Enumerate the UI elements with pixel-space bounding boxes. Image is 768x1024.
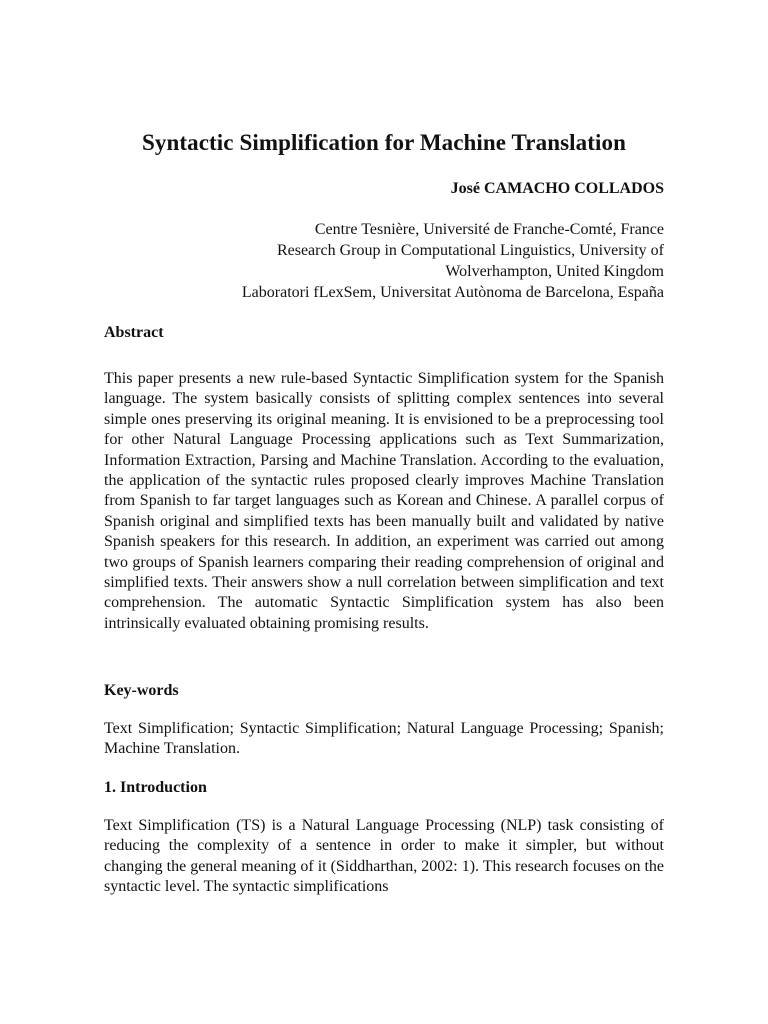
introduction-heading: 1. Introduction	[104, 779, 207, 796]
affiliation-line-3: Wolverhampton, United Kingdom	[445, 263, 664, 280]
keywords-heading: Key-words	[104, 682, 179, 699]
author-affiliations	[144, 219, 664, 303]
paper-author: José CAMACHO COLLADOS	[450, 180, 664, 197]
abstract-body: This paper presents a new rule-based Syntactic Simplification system for the Spanish language. The system basically consists of splitting complex sentences into several simple ones preserving its original meaning. It is envisioned to be a preprocessing tool for other Natural Language Processing applications such as Text Summarization, Information Extraction, Parsing and Machine Translation. According to the evaluation, the application of the syntactic rules proposed clearly improves Machine Translation from Spanish to far target languages such as Korean and Chinese. A parallel corpus of Spanish original and simplified texts has been manually built and validated by native Spanish speakers for this research. In addition, an experiment was carried out among two groups of Spanish learners comparing their reading comprehension of original and simplified texts. Their answers show a null correlation between simplification and text comprehension. The automatic Syntactic Simplification system has also been intrinsically evaluated obtaining promising results.	[104, 370, 664, 632]
affiliation-line-4: Laboratori fLexSem, Universitat Autònoma de Barcelona, España	[241, 284, 664, 301]
affiliation-line-1: Centre Tesnière, Université de Franche-Comté, France	[314, 221, 664, 238]
keywords-body: Text Simplification; Syntactic Simplification; Natural Language Processing; Spanish; Machine Translation.	[104, 720, 664, 758]
affiliation-line-2: Research Group in Computational Linguistics, University of	[276, 242, 664, 259]
introduction-body: Text Simplification (TS) is a Natural Language Processing (NLP) task consisting of reducing the complexity of a sentence in order to make it simpler, but without changing the general meaning of it (Siddharthan, 2002: 1). This research focuses on the syntactic level. The syntactic simplifications	[104, 817, 664, 896]
paper-title: Syntactic Simplification for Machine Translation	[142, 130, 626, 155]
abstract-heading: Abstract	[104, 324, 164, 341]
